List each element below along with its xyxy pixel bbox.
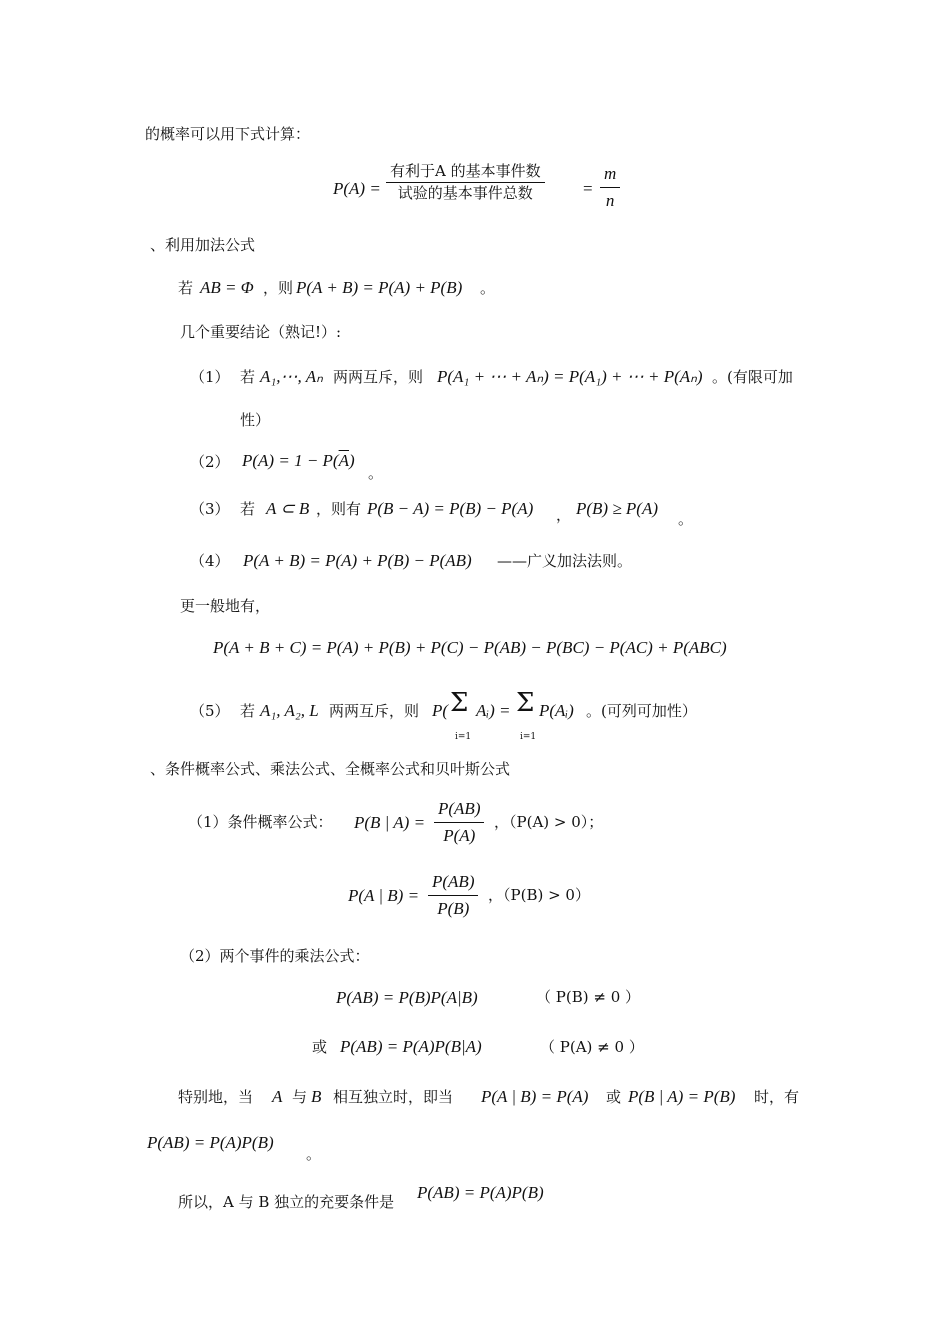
add-rule-end: 。 (480, 279, 496, 297)
n-denominator: n (605, 191, 615, 210)
c3-formula: P(B − A) = P(B) − P(A) (367, 499, 534, 518)
c5-number: （5） (190, 702, 230, 720)
c4-tail: ——广义加法法则。 (497, 552, 633, 570)
c2-formula-b: ) (348, 451, 355, 470)
c3-cond: A ⊂ B (266, 499, 310, 518)
c5-tail: 。(可列可加性） (586, 702, 697, 720)
c5-f2: Aᵢ) = (476, 701, 511, 720)
indep-d: 或 (606, 1088, 622, 1106)
mult2-condition: （ P(A) ≠ 0 ） (540, 1038, 644, 1056)
classical-lhs: P(A) = (333, 179, 381, 198)
cond1-fraction (434, 799, 484, 846)
mult1-condition: （ P(B) ≠ 0 ） (536, 988, 641, 1006)
m-over-n (600, 164, 620, 211)
c5-sigma-1: Σ (450, 688, 469, 718)
c5-index-1: i=1 (455, 732, 472, 742)
add-rule-mid: ，则 (263, 279, 294, 297)
intro-text: 的概率可以用下式计算： (145, 125, 311, 143)
indep-f1: P(A | B) = P(A) (481, 1087, 589, 1106)
conclusions-title: 几个重要结论（熟记!）: (180, 323, 342, 341)
section-conditional: 、条件概率公式、乘法公式、全概率公式和贝叶斯公式 (150, 760, 511, 778)
indep-c: 相互独立时，即当 (333, 1088, 454, 1106)
c5-pre: 若 (240, 702, 256, 720)
indep2-end: 。 (306, 1145, 322, 1163)
c5-f3: P(Aᵢ) (539, 701, 574, 720)
conclusion-text: 所以，A 与 B 独立的充要条件是 (178, 1193, 395, 1211)
add-rule-formula: P(A + B) = P(A) + P(B) (296, 278, 463, 297)
c1-tail: 。(有限可加 (712, 368, 793, 386)
cond1-numerator: P(AB) (434, 799, 484, 823)
m-numerator: m (600, 164, 620, 188)
indep2-formula: P(AB) = P(A)P(B) (147, 1133, 274, 1152)
mult1-formula: P(AB) = P(B)P(A|B) (336, 988, 478, 1007)
c5-mid: 两两互斥，则 (329, 702, 420, 720)
c1-mid: 两两互斥，则 (333, 368, 424, 386)
c5-vars: A₁, A₂, L (260, 701, 319, 720)
cond1-denominator: P(A) (443, 826, 476, 845)
c2-formula-a: P(A) = 1 − P( (242, 451, 339, 470)
conclusion-formula: P(AB) = P(A)P(B) (417, 1183, 544, 1202)
classical-numerator: 有利于A 的基本事件数 (386, 164, 545, 183)
mult2-formula: P(AB) = P(A)P(B|A) (340, 1037, 482, 1056)
c5-sigma-2: Σ (516, 688, 535, 718)
c1-formula: P(A₁ + ⋯ + Aₙ) = P(A₁) + ⋯ + P(Aₙ) (437, 367, 703, 386)
c3-pre: 若 (240, 500, 256, 518)
c5-f1: P( (432, 701, 449, 720)
section-addition: 、利用加法公式 (150, 236, 256, 254)
c5-index-2: i=1 (520, 732, 537, 742)
c3-number: （3） (190, 500, 230, 518)
c4-formula: P(A + B) = P(A) + P(B) − P(AB) (243, 551, 472, 570)
mult2-or: 或 (312, 1038, 328, 1056)
cond1-lhs: P(B | A) = (354, 813, 426, 832)
c1-tail2: 性） (240, 411, 271, 429)
cond2-numerator: P(AB) (428, 872, 478, 896)
cond1-condition: ，（P(A) > 0）； (494, 813, 604, 831)
general-formula: P(A + B + C) = P(A) + P(B) + P(C) − P(AB) − P(BC) − P(AC) + P(ABC) (213, 638, 727, 657)
c4-number: （4） (190, 552, 230, 570)
c3-comma: ， (556, 506, 572, 524)
c1-number: （1） (190, 368, 230, 386)
indep-a: 特别地，当 (178, 1088, 254, 1106)
c1-pre: 若 (240, 368, 256, 386)
cond2-lhs: P(A | B) = (348, 886, 420, 905)
indep-B: B (311, 1087, 322, 1106)
c1-vars: A₁,⋯, Aₙ (260, 367, 323, 386)
indep-A: A (272, 1087, 283, 1106)
c3-end: 。 (678, 510, 694, 528)
c2-end: 。 (368, 464, 384, 482)
c3-formula2: P(B) ≥ P(A) (576, 499, 659, 518)
indep-f2: P(B | A) = P(B) (628, 1087, 736, 1106)
c2-formula (242, 452, 355, 469)
cond2-condition: ，（P(B) > 0） (488, 886, 590, 904)
c2-number: （2） (190, 453, 230, 471)
add-rule-pre: 若 (178, 279, 194, 297)
c3-mid: ，则有 (316, 500, 362, 518)
indep-b: 与 (292, 1088, 308, 1106)
cond2-denominator: P(B) (437, 899, 470, 918)
classical-fraction (386, 164, 545, 201)
classical-denominator: 试验的基本事件总数 (397, 184, 533, 202)
classical-eq: = (583, 179, 593, 198)
add-rule-cond: AB = Φ (200, 278, 254, 297)
indep-e: 时，有 (754, 1088, 800, 1106)
c2-formula-bar: $\overline{A}$ (338, 451, 349, 470)
cond2-fraction (428, 872, 478, 919)
general-text: 更一般地有， (180, 597, 271, 615)
cond1-label: （1）条件概率公式： (188, 813, 333, 831)
mult-title: （2）两个事件的乘法公式： (180, 947, 370, 965)
